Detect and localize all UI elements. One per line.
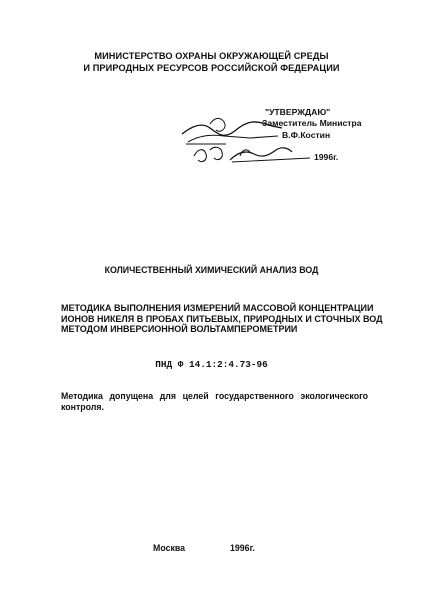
- method-title: [61, 303, 383, 335]
- document-category: КОЛИЧЕСТВЕННЫЙ ХИМИЧЕСКИЙ АНАЛИЗ ВОД: [104, 265, 319, 275]
- approval-stamp: "УТВЕРЖДАЮ": [265, 107, 331, 117]
- method-title-line-3: МЕТОДОМ ИНВЕРСИОННОЙ ВОЛЬТАМПЕРОМЕТРИИ: [61, 324, 298, 335]
- approval-position: Заместитель Министра: [262, 118, 362, 128]
- footer-year: 1996г.: [230, 543, 255, 553]
- ministry-line-2: И ПРИРОДНЫХ РЕСУРСОВ РОССИЙСКОЙ ФЕДЕРАЦИИ: [83, 63, 340, 73]
- approval-date-year: 1996г.: [314, 152, 339, 162]
- document-code: ПНД Ф 14.1:2:4.73-96: [155, 359, 268, 370]
- ministry-header: [0, 50, 423, 74]
- method-title-line-2: ИОНОВ НИКЕЛЯ В ПРОБАХ ПИТЬЕВЫХ, ПРИРОДНЫХ И СТОЧНЫХ ВОД: [61, 313, 383, 324]
- method-title-line-1: МЕТОДИКА ВЫПОЛНЕНИЯ ИЗМЕРЕНИЙ МАССОВОЙ КОНЦЕНТРАЦИИ: [61, 303, 374, 313]
- footer-city: Москва: [153, 543, 186, 553]
- approval-note: [61, 391, 368, 413]
- approval-note-line-1: Методика допущена для целей государственного экологического: [61, 391, 368, 401]
- signature-scribble: [180, 112, 300, 172]
- ministry-line-1: МИНИСТЕРСТВО ОХРАНЫ ОКРУЖАЮЩЕЙ СРЕДЫ: [94, 51, 329, 61]
- approval-signatory: В.Ф.Костин: [282, 130, 331, 140]
- approval-note-line-2: контроля.: [61, 402, 104, 412]
